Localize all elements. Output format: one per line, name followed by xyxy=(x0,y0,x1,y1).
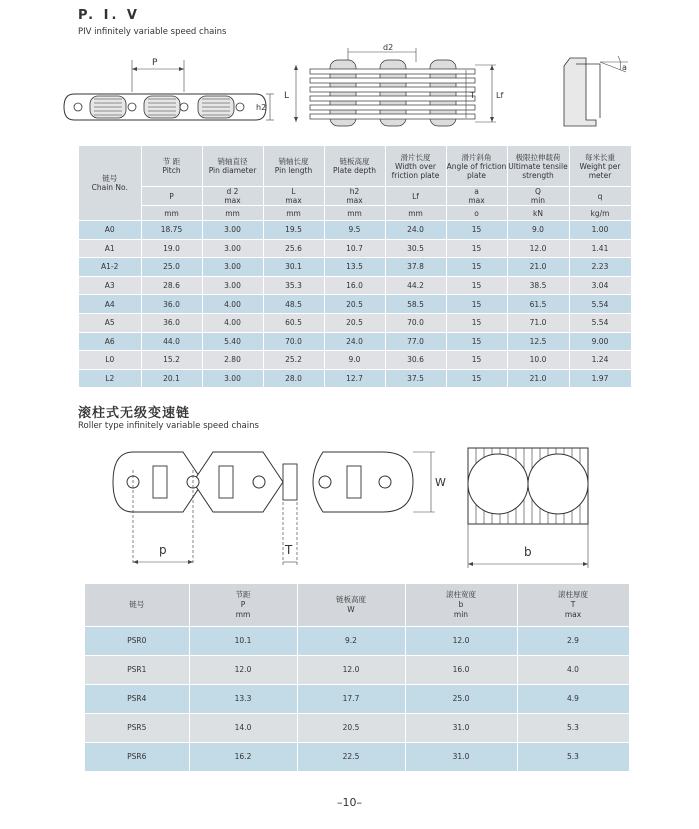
table-cell: PSR5 xyxy=(85,714,189,743)
table-row xyxy=(85,627,629,656)
table-cell: 16.0 xyxy=(405,656,517,685)
table-cell: PSR0 xyxy=(85,627,189,656)
roller-dim-T: T xyxy=(285,543,293,557)
piv-dim-h2: h2 xyxy=(256,103,267,112)
table-cell: 9.0 xyxy=(324,351,385,370)
table-cell: A5 xyxy=(79,313,141,332)
page-number: –10– xyxy=(337,796,362,809)
table-cell: 20.5 xyxy=(324,313,385,332)
table-cell: 22.5 xyxy=(297,743,405,772)
table-cell: A1 xyxy=(79,239,141,258)
table-cell: 28.6 xyxy=(141,276,202,295)
header-cn: 每米长重 xyxy=(585,152,615,162)
table-row xyxy=(79,295,631,314)
table-cell: 4.9 xyxy=(517,685,629,714)
table-cell: 60.5 xyxy=(263,313,324,332)
table-cell: 9.5 xyxy=(324,221,385,240)
table-cell: 5.54 xyxy=(569,313,631,332)
table-cell: 5.3 xyxy=(517,714,629,743)
table-cell: 16.0 xyxy=(324,276,385,295)
section2-subtitle: Roller type infinitely variable speed chains xyxy=(78,421,259,431)
header-pin-diameter xyxy=(202,146,263,187)
table-cell: 15 xyxy=(446,239,507,258)
header-chain-no xyxy=(85,584,189,627)
table-cell: A1-2 xyxy=(79,258,141,277)
table-row xyxy=(85,743,629,772)
table-cell: 3.04 xyxy=(569,276,631,295)
table-cell: 24.0 xyxy=(324,332,385,351)
table-cell: A4 xyxy=(79,295,141,314)
header-sym: a max xyxy=(446,187,507,206)
table-cell: 12.5 xyxy=(507,332,569,351)
table-cell: 28.0 xyxy=(263,369,324,388)
table-row xyxy=(79,369,631,388)
table-cell: 12.0 xyxy=(405,627,517,656)
table-row xyxy=(79,221,631,240)
table-cell: 70.0 xyxy=(385,313,446,332)
header-en: Pin diameter xyxy=(208,166,257,175)
header-plate-height xyxy=(297,584,405,627)
table-cell: 12.0 xyxy=(297,656,405,685)
header-angle xyxy=(446,146,507,187)
header-sym: h2 max xyxy=(324,187,385,206)
table-cell: 3.00 xyxy=(202,258,263,277)
header-cn: 链号 xyxy=(129,600,145,609)
header-unit: max xyxy=(564,610,582,619)
table-cell: 35.3 xyxy=(263,276,324,295)
header-cn: 节 距 xyxy=(162,157,181,166)
table-cell: 4.00 xyxy=(202,295,263,314)
header-unit: mm xyxy=(324,206,385,221)
table-cell: 77.0 xyxy=(385,332,446,351)
table-cell: 20.5 xyxy=(324,295,385,314)
table-cell: 12.7 xyxy=(324,369,385,388)
header-unit: kg/m xyxy=(569,206,631,221)
header-cn: 节距 xyxy=(235,590,251,599)
roller-dim-b: b xyxy=(524,545,532,559)
table-row xyxy=(85,685,629,714)
table-cell: 3.00 xyxy=(202,276,263,295)
table-cell: 10.7 xyxy=(324,239,385,258)
header-pitch xyxy=(141,146,202,187)
table-cell: 70.0 xyxy=(263,332,324,351)
header-cn: 链号 xyxy=(102,174,118,183)
table-cell: 3.00 xyxy=(202,239,263,258)
header-cn: 滚柱厚度 xyxy=(558,590,588,599)
table-cell: 61.5 xyxy=(507,295,569,314)
table-cell: 16.2 xyxy=(189,743,297,772)
header-roller-width xyxy=(405,584,517,627)
table-cell: 15 xyxy=(446,332,507,351)
header-plate-depth xyxy=(324,146,385,187)
table-row xyxy=(79,258,631,277)
table-cell: 25.0 xyxy=(405,685,517,714)
table-cell: 15 xyxy=(446,258,507,277)
table-cell: 5.54 xyxy=(569,295,631,314)
header-en: Width over friction plate xyxy=(391,161,440,180)
table-cell: A3 xyxy=(79,276,141,295)
roller-chain-spec-table xyxy=(85,584,630,771)
table-cell: 15 xyxy=(446,295,507,314)
header-sym: W xyxy=(347,605,355,614)
section2-title: 滚柱式无级变速链 xyxy=(78,406,191,421)
piv-dim-L: L xyxy=(284,91,290,101)
table-row xyxy=(85,714,629,743)
table-cell: 9.0 xyxy=(507,221,569,240)
table-cell: 20.5 xyxy=(297,714,405,743)
table-cell: 1.41 xyxy=(569,239,631,258)
header-cn: 销轴直径 xyxy=(217,157,248,166)
table-cell: 21.0 xyxy=(507,258,569,277)
table-cell: 10.1 xyxy=(189,627,297,656)
header-unit: o xyxy=(446,206,507,221)
table-cell: 5.40 xyxy=(202,332,263,351)
header-en: Pitch xyxy=(162,166,181,175)
header-sym: q xyxy=(569,187,631,206)
table-row xyxy=(79,276,631,295)
header-weight xyxy=(569,146,631,187)
table-row xyxy=(85,656,629,685)
piv-top-view-diagram xyxy=(282,40,512,135)
header-cn: 极限拉伸载荷 xyxy=(515,152,561,162)
table-cell: L2 xyxy=(79,369,141,388)
piv-dim-P: P xyxy=(152,58,158,68)
header-unit: mm xyxy=(263,206,324,221)
table-cell: 19.0 xyxy=(141,239,202,258)
header-unit: mm xyxy=(141,206,202,221)
table-cell: 1.24 xyxy=(569,351,631,370)
header-en: Ultimate tensile strength xyxy=(508,161,568,180)
table-cell: 4.00 xyxy=(202,313,263,332)
table-cell: 13.3 xyxy=(189,685,297,714)
header-pin-length xyxy=(263,146,324,187)
header-pitch xyxy=(189,584,297,627)
piv-dim-a: a xyxy=(622,63,627,72)
header-en: Pin length xyxy=(274,166,313,175)
table-cell: 18.75 xyxy=(141,221,202,240)
header-en: Weight per meter xyxy=(579,161,621,180)
header-cn: 滚柱宽度 xyxy=(446,590,476,599)
table-cell: 15 xyxy=(446,221,507,240)
header-cn: 滑片长度 xyxy=(400,152,431,162)
table-row xyxy=(79,239,631,258)
header-sym: Q min xyxy=(507,187,569,206)
table-cell: 37.5 xyxy=(385,369,446,388)
table-cell: 9.2 xyxy=(297,627,405,656)
table-row xyxy=(79,351,631,370)
table-cell: 71.0 xyxy=(507,313,569,332)
piv-dim-d2: d2 xyxy=(383,43,394,52)
header-unit: min xyxy=(453,610,469,619)
table-cell: 15 xyxy=(446,369,507,388)
table-cell: 12.0 xyxy=(189,656,297,685)
table-cell: 2.80 xyxy=(202,351,263,370)
table-cell: 31.0 xyxy=(405,743,517,772)
piv-chain-spec-table xyxy=(79,146,632,388)
table-cell: 30.5 xyxy=(385,239,446,258)
header-sym: T xyxy=(570,600,576,609)
piv-angle-diagram xyxy=(556,48,636,138)
roller-dim-p: p xyxy=(159,543,167,557)
table-cell: A0 xyxy=(79,221,141,240)
table-cell: 14.0 xyxy=(189,714,297,743)
header-sym: L max xyxy=(263,187,324,206)
header-cn: 链板高度 xyxy=(339,157,370,166)
table-cell: 20.1 xyxy=(141,369,202,388)
header-sym: Lf xyxy=(385,187,446,206)
table-cell: 12.0 xyxy=(507,239,569,258)
header-en: Angle of friction plate xyxy=(446,161,507,180)
header-roller-thickness xyxy=(517,584,629,627)
table-cell: 36.0 xyxy=(141,295,202,314)
table-cell: 38.5 xyxy=(507,276,569,295)
header-tensile xyxy=(507,146,569,187)
table-cell: 1.97 xyxy=(569,369,631,388)
table-cell: 15.2 xyxy=(141,351,202,370)
table-row xyxy=(79,332,631,351)
header-en: Chain No. xyxy=(91,183,128,192)
piv-side-view-diagram xyxy=(60,52,275,132)
roller-chain-side-diagram xyxy=(95,440,455,575)
table-cell: 3.00 xyxy=(202,221,263,240)
table-cell: 5.3 xyxy=(517,743,629,772)
header-width-friction xyxy=(385,146,446,187)
piv-dim-T: T xyxy=(470,91,475,100)
table-cell: L0 xyxy=(79,351,141,370)
table-cell: 44.2 xyxy=(385,276,446,295)
table-cell: 25.0 xyxy=(141,258,202,277)
table-cell: 17.7 xyxy=(297,685,405,714)
header-chain-no xyxy=(79,146,141,221)
table-cell: 13.5 xyxy=(324,258,385,277)
table-cell: 30.6 xyxy=(385,351,446,370)
table-cell: 2.9 xyxy=(517,627,629,656)
table-cell: 48.5 xyxy=(263,295,324,314)
section1-title: P. I. V xyxy=(78,8,140,23)
table-cell: 31.0 xyxy=(405,714,517,743)
roller-chain-top-diagram xyxy=(458,440,598,575)
table-cell: 2.23 xyxy=(569,258,631,277)
piv-dim-Lf: Lf xyxy=(496,91,504,100)
table-cell: PSR4 xyxy=(85,685,189,714)
table-cell: 36.0 xyxy=(141,313,202,332)
table-cell: 15 xyxy=(446,313,507,332)
header-sym: P xyxy=(240,600,246,609)
header-unit: mm xyxy=(385,206,446,221)
table-cell: 58.5 xyxy=(385,295,446,314)
table-cell: 24.0 xyxy=(385,221,446,240)
table-cell: A6 xyxy=(79,332,141,351)
table-cell: 4.0 xyxy=(517,656,629,685)
table-cell: 9.00 xyxy=(569,332,631,351)
header-cn: 滑片斜角 xyxy=(461,152,492,162)
table-cell: 19.5 xyxy=(263,221,324,240)
table-cell: 25.2 xyxy=(263,351,324,370)
header-en: Plate depth xyxy=(333,166,376,175)
roller-dim-W: W xyxy=(435,476,446,489)
header-sym: P xyxy=(141,187,202,206)
table-cell: PSR6 xyxy=(85,743,189,772)
table-row xyxy=(79,313,631,332)
table-cell: PSR1 xyxy=(85,656,189,685)
section1-subtitle: PIV infinitely variable speed chains xyxy=(78,27,227,37)
table-cell: 30.1 xyxy=(263,258,324,277)
header-unit: kN xyxy=(507,206,569,221)
table-cell: 25.6 xyxy=(263,239,324,258)
table-cell: 44.0 xyxy=(141,332,202,351)
table-cell: 15 xyxy=(446,351,507,370)
table-cell: 1.00 xyxy=(569,221,631,240)
header-sym: d 2 max xyxy=(202,187,263,206)
header-cn: 销轴长度 xyxy=(278,157,309,166)
table-cell: 10.0 xyxy=(507,351,569,370)
table-cell: 15 xyxy=(446,276,507,295)
table-cell: 3.00 xyxy=(202,369,263,388)
header-sym: b xyxy=(458,600,464,609)
header-cn: 链板高度 xyxy=(336,595,366,604)
table-cell: 37.8 xyxy=(385,258,446,277)
header-unit: mm xyxy=(202,206,263,221)
table-cell: 21.0 xyxy=(507,369,569,388)
header-unit: mm xyxy=(235,610,251,619)
